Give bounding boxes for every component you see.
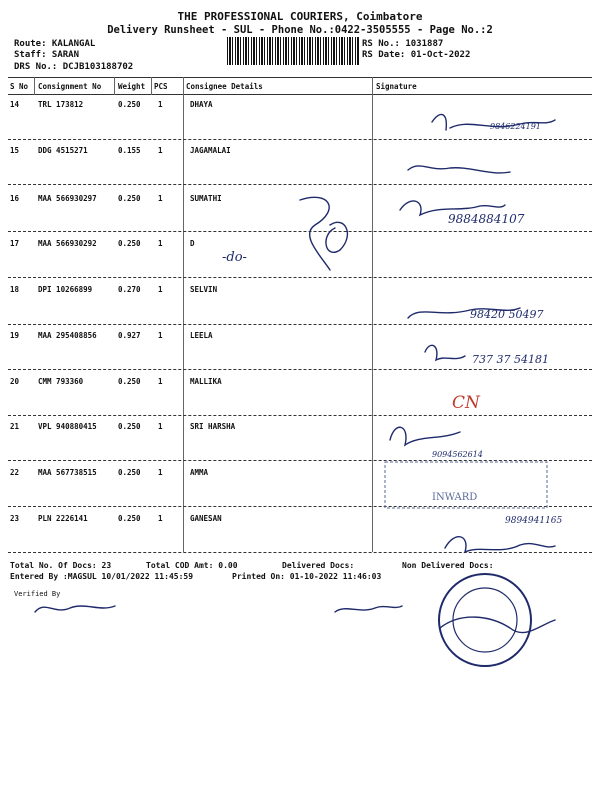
row-sno: 15 (10, 146, 20, 155)
col-divider (114, 77, 115, 95)
row-separator (8, 139, 592, 140)
route-label: Route: KALANGAL (14, 39, 96, 49)
col-divider (34, 77, 35, 95)
rs-date: RS Date: 01-Oct-2022 (362, 50, 471, 60)
row-weight: 0.250 (118, 377, 141, 386)
row-separator (8, 460, 592, 461)
row-pcs: 1 (158, 100, 163, 109)
company-title: THE PROFESSIONAL COURIERS, Coimbatore (177, 10, 423, 23)
printed-on: Printed On: 01-10-2022 11:46:03 (232, 572, 382, 581)
entered-by: Entered By :MAGSUL 10/01/2022 11:45:59 (10, 572, 194, 581)
runsheet-subtitle: Delivery Runsheet - SUL - Phone No.:0422-3505555 - Page No.:2 (107, 24, 493, 36)
row-separator (8, 369, 592, 370)
stamp-inward-text: INWARD (432, 492, 478, 503)
col-divider (183, 77, 184, 552)
row-separator (8, 184, 592, 185)
row-sno: 17 (10, 239, 20, 248)
row-weight: 0.250 (118, 194, 141, 203)
row-consignee: SUMATHI (190, 194, 222, 203)
phone-handwritten: 737 37 54181 (472, 353, 549, 366)
non-delivered-docs: Non Delivered Docs: (402, 561, 494, 570)
row-consignee: MALLIKA (190, 377, 222, 386)
rs-number: RS No.: 1031887 (362, 39, 444, 49)
row-pcs: 1 (158, 514, 163, 523)
row-sno: 23 (10, 514, 20, 523)
row-pcs: 1 (158, 468, 163, 477)
row-consignee: LEELA (190, 331, 213, 340)
row-consignment: PLN 2226141 (38, 514, 88, 523)
drs-number: DRS No.: DCJB103188702 (14, 62, 134, 72)
col-divider (151, 77, 152, 95)
phone-handwritten: 9884884107 (448, 212, 525, 226)
row-weight: 0.250 (118, 100, 141, 109)
row-pcs: 1 (158, 285, 163, 294)
stamp-circle (439, 574, 531, 666)
row-separator (8, 277, 592, 278)
row-consignee: DHAYA (190, 100, 213, 109)
col-header-consignment: Consignment No (38, 82, 102, 91)
row-weight: 0.250 (118, 468, 141, 477)
row-separator (8, 324, 592, 325)
row-separator (8, 506, 592, 507)
stamp-inner-circle (453, 588, 517, 652)
row-sno: 19 (10, 331, 20, 340)
phone-handwritten: 9094562614 (432, 450, 483, 459)
phone-handwritten: 9894941165 (505, 516, 563, 526)
row-consignment: MAA 295408856 (38, 331, 97, 340)
col-header-pcs: PCS (154, 82, 168, 91)
col-header-consignee: Consignee Details (186, 82, 263, 91)
row-separator (8, 552, 592, 553)
col-header-sno: S No (10, 82, 29, 91)
row-consignee: GANESAN (190, 514, 222, 523)
row-consignment: VPL 940880415 (38, 422, 97, 431)
row-pcs: 1 (158, 194, 163, 203)
col-divider (372, 77, 373, 552)
row-consignment: MAA 566930292 (38, 239, 97, 248)
row-weight: 0.250 (118, 514, 141, 523)
row-weight: 0.270 (118, 285, 141, 294)
row-separator (8, 231, 592, 232)
row-sno: 21 (10, 422, 20, 431)
row-weight: 0.250 (118, 422, 141, 431)
table-header-rule (8, 94, 592, 95)
row-consignment: DDG 4515271 (38, 146, 88, 155)
row-pcs: 1 (158, 239, 163, 248)
row-weight: 0.155 (118, 146, 141, 155)
row-separator (8, 415, 592, 416)
row-pcs: 1 (158, 146, 163, 155)
phone-handwritten: 9846224191 (490, 122, 541, 131)
row-consignment: MAA 566930297 (38, 194, 97, 203)
row-consignee: SRI HARSHA (190, 422, 236, 431)
row-sno: 16 (10, 194, 20, 203)
row-consignment: MAA 567738515 (38, 468, 97, 477)
row-consignment: CMM 793360 (38, 377, 84, 386)
row-sno: 18 (10, 285, 20, 294)
col-header-signature: Signature (376, 82, 417, 91)
row-pcs: 1 (158, 422, 163, 431)
row-weight: 0.250 (118, 239, 141, 248)
phone-handwritten: 98420 50497 (470, 308, 544, 321)
barcode-image (227, 37, 359, 65)
row-consignment: TRL 173812 (38, 100, 84, 109)
row-weight: 0.927 (118, 331, 141, 340)
row-sno: 22 (10, 468, 20, 477)
row-pcs: 1 (158, 331, 163, 340)
verified-by: Verified By (14, 590, 61, 598)
table-top-rule (8, 77, 592, 78)
col-header-weight: Weight (118, 82, 146, 91)
row-consignee: D (190, 239, 195, 248)
total-cod: Total COD Amt: 0.00 (146, 561, 238, 570)
row-consignee: JAGAMALAI (190, 146, 231, 155)
row-pcs: 1 (158, 377, 163, 386)
row-consignee: SELVIN (190, 285, 218, 294)
row-consignee: AMMA (190, 468, 209, 477)
row-consignment: DPI 10266899 (38, 285, 93, 294)
ditto-handwritten: -do- (222, 250, 247, 265)
staff-label: Staff: SARAN (14, 50, 80, 60)
cn-red-mark: CN (452, 393, 480, 413)
row-sno: 20 (10, 377, 20, 386)
total-docs: Total No. Of Docs: 23 (10, 561, 112, 570)
delivered-docs: Delivered Docs: (282, 561, 355, 570)
row-sno: 14 (10, 100, 20, 109)
